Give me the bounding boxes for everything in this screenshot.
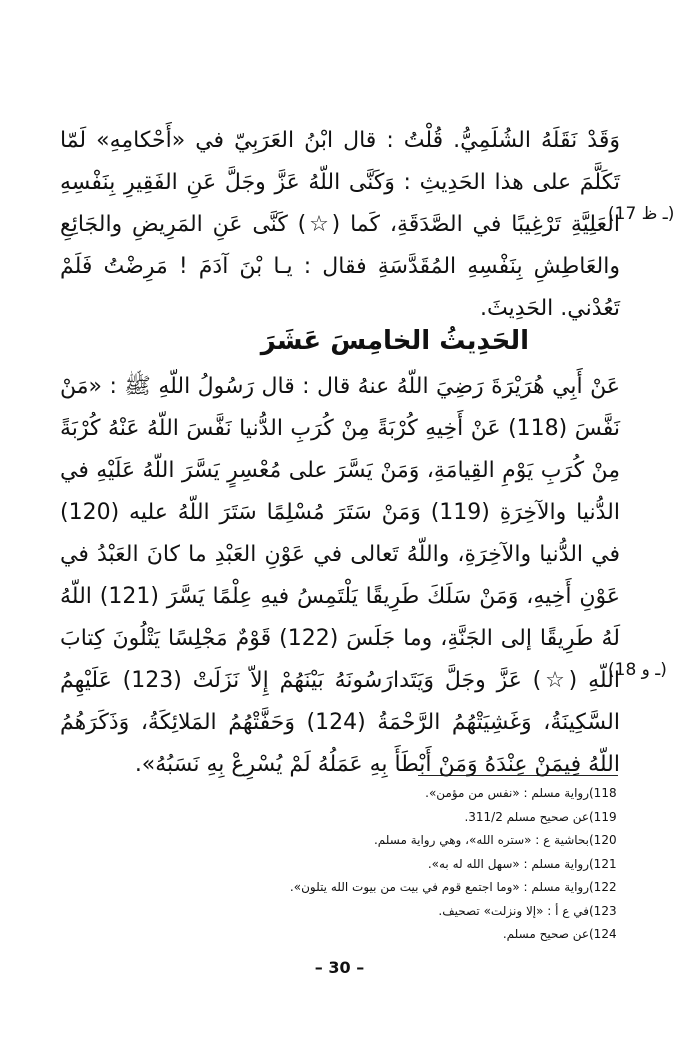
footnote-text: رواية مسلم : «وما اجتمع قوم في بيت من بيوت الله يتلون». — [289, 880, 589, 894]
footnote-divider — [418, 775, 618, 776]
footnote-number: (118 — [589, 786, 617, 800]
footnote — [139, 853, 619, 877]
footnote-text: رواية مسلم : «نفس من مؤمن». — [425, 786, 589, 800]
footnote-text: عن صحيح مسلم 311/2. — [464, 809, 589, 824]
footnote-number: (120 — [589, 833, 617, 847]
body-paragraph-2: عَنْ أَبِي هُرَيْرَةَ رَضِيَ اللّهُ عنهُ قال : قال رَسُولُ اللّهِ ﷺ : «مَنْ نَفَّسَ (118) عَنْ أَخِيهِ كُرْبَةً مِنْ كُرَبِ الدُّنيا نَفَّسَ اللّهُ عَنْهُ كُرْبَةً مِنْ كُرَبِ يَوْمِ القِيامَةِ، وَمَنْ يَسَّرَ على مُعْسِرٍ يَسَّرَ اللّهُ عَلَيْهِ في الدُّنيا والآخِرَةِ (119) وَمَنْ سَتَرَ مُسْلِمًا سَتَرَ اللّهُ عليه (120) في الدُّنيا والآخِرَةِ، واللّهُ تَعالى في عَوْنِ العَبْدِ ما كانَ العَبْدُ في عَوْنِ أَخِيهِ، وَمَنْ سَلَكَ طَرِيقًا يَلْتَمِسُ فيهِ عِلْمًا يَسَّرَ (121) اللّهُ لَهُ طَرِيقًا إلى الجَنَّةِ، وما جَلَسَ (122) قَوْمٌ مَجْلِسًا يَتْلُونَ كِتابَ اللّهِ (☆) عَزَّ وجَلَّ وَيَتَدارَسُونَهُ بَيْنَهُمْ إِلاّ نَزَلَتْ (123) عَلَيْهِمُ السَّكِينَةُ، وَغَشِيَتْهُمُ الرَّحْمَةُ (124) وَحَفَّتْهُمُ المَلائِكَةُ، وَذَكَرَهُمُ اللّهُ فِيمَنْ عِنْدَهُ وَمَنْ أَبْطَأَ بِهِ عَمَلُهُ لَمْ يُسْرِعْ بِهِ نَسَبُهُ». — [60, 374, 621, 777]
footnote-text: عن صحيح مسلم. — [502, 927, 589, 941]
footnote-text: في ع أ : «إلا ونزلت» تصحيف. — [438, 903, 589, 918]
footnote-number: (119 — [589, 809, 617, 824]
footnote-number: (123 — [589, 903, 617, 918]
footnote — [139, 900, 619, 924]
footnote-text: رواية مسلم : «سهل الله له به». — [427, 856, 589, 871]
footnotes — [139, 782, 619, 947]
footnote — [139, 923, 619, 947]
footnote — [139, 782, 619, 806]
footnote — [139, 806, 619, 830]
footnote-number: (122 — [589, 880, 617, 894]
hadith-heading: الحَدِيثُ الخامِسَ عَشَرَ — [260, 326, 529, 356]
footnote-text: بحاشية ع : «ستره الله»، وهي رواية مسلم. — [373, 833, 589, 847]
footnote — [139, 876, 619, 900]
footnote-number: (121 — [589, 856, 617, 871]
body-paragraph-1: وَقَدْ نَقَلَهُ الشُلَمِيُّ. قُلْتُ : قال ابْنُ العَرَبِيّ في «أَحْكامِهِ» لَمّا تَكَلَّمَ على هذا الحَدِيثِ : وَكَنَّى اللّهُ عَزَّ وجَلَّ عَنِ الفَقِيرِ بِنَفْسِهِ العَلِيَّةِ تَرْغِيبًا في الصَّدَقَةِ، كَما (☆) كَنَّى عَنِ المَرِيضِ والجَائِعِ والعَاطِشِ بِنَفْسِهِ المُقَدَّسَةِ فقال : يـا بْنَ آدَمَ ! مَرِضْتُ فَلَمْ تَعُدْني. الحَدِيثَ. — [60, 128, 620, 321]
page-number: – 30 – — [314, 958, 365, 977]
manuscript-folio-note-2: (18 ـ و) — [608, 660, 667, 680]
footnote-number: (124 — [589, 927, 617, 941]
manuscript-folio-note-1: (17 ـ ظ) — [608, 204, 675, 224]
footnote — [139, 829, 619, 853]
